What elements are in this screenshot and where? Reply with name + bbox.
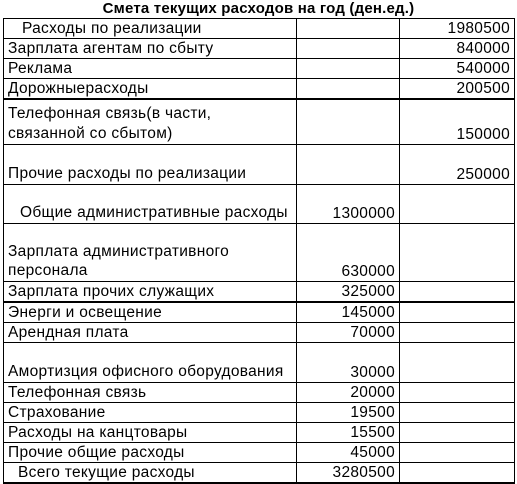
cell-col2[interactable]: 30000 — [297, 342, 400, 382]
cell-col2[interactable]: 630000 — [297, 223, 400, 281]
cell-col3[interactable] — [400, 422, 515, 442]
cell-col2[interactable] — [297, 99, 400, 144]
cell-col3[interactable]: 1980500 — [400, 19, 515, 39]
table-row — [4, 184, 515, 223]
row-label[interactable]: Телефонная связь — [4, 382, 297, 402]
cell-col3[interactable] — [400, 342, 515, 382]
expense-table — [3, 18, 515, 484]
table-row — [4, 144, 515, 184]
cell-col2[interactable]: 19500 — [297, 402, 400, 422]
cell-col2[interactable]: 1300000 — [297, 184, 400, 223]
cell-col3[interactable] — [400, 223, 515, 281]
table-row — [4, 342, 515, 382]
cell-col2[interactable] — [297, 144, 400, 184]
cell-col2[interactable]: 325000 — [297, 281, 400, 302]
cell-col3[interactable]: 250000 — [400, 144, 515, 184]
cell-col2[interactable] — [297, 39, 400, 59]
row-label[interactable]: Всего текущие расходы — [4, 462, 297, 483]
cell-col2[interactable] — [297, 59, 400, 79]
table-row — [4, 322, 515, 342]
sheet-title: Смета текущих расходов на год (ден.ед.) — [102, 0, 415, 17]
row-label[interactable]: Телефонная связь(в части, связанной со сбытом) — [4, 99, 297, 144]
table-row — [4, 382, 515, 402]
table-row — [4, 59, 515, 79]
table-row — [4, 99, 515, 144]
cell-col3[interactable] — [400, 382, 515, 402]
cell-col2[interactable]: 70000 — [297, 322, 400, 342]
row-label[interactable]: Реклама — [4, 59, 297, 79]
row-label[interactable]: Зарплата агентам по сбыту — [4, 39, 297, 59]
cell-col3[interactable] — [400, 442, 515, 462]
cell-col3[interactable] — [400, 462, 515, 483]
row-label[interactable]: Расходы по реализации — [4, 19, 297, 39]
table-row — [4, 281, 515, 302]
cell-col2[interactable] — [297, 79, 400, 100]
row-label[interactable]: Амортизция офисного оборудования — [4, 342, 297, 382]
table-row — [4, 302, 515, 323]
table-row — [4, 462, 515, 483]
cell-col3[interactable] — [400, 302, 515, 323]
cell-col3[interactable] — [400, 322, 515, 342]
cell-col2[interactable]: 3280500 — [297, 462, 400, 483]
row-label[interactable]: Расходы на канцтовары — [4, 422, 297, 442]
cell-col3[interactable]: 150000 — [400, 99, 515, 144]
row-label[interactable]: Прочие расходы по реализации — [4, 144, 297, 184]
table-row — [4, 223, 515, 281]
cell-col3[interactable] — [400, 402, 515, 422]
row-label[interactable]: Арендная плата — [4, 322, 297, 342]
table-row — [4, 19, 515, 39]
table-row — [4, 442, 515, 462]
cell-col3[interactable]: 200500 — [400, 79, 515, 100]
row-label[interactable]: Общие административные расходы — [4, 184, 297, 223]
table-row — [4, 39, 515, 59]
cell-col2[interactable]: 20000 — [297, 382, 400, 402]
cell-col3[interactable] — [400, 281, 515, 302]
row-label[interactable]: Дорожныерасходы — [4, 79, 297, 100]
row-label[interactable]: Зарплата административного персонала — [4, 223, 297, 281]
cell-col3[interactable]: 840000 — [400, 39, 515, 59]
table-row — [4, 402, 515, 422]
cell-col3[interactable] — [400, 184, 515, 223]
cell-col2[interactable]: 15500 — [297, 422, 400, 442]
row-label[interactable]: Зарплата прочих служащих — [4, 281, 297, 302]
table-row — [4, 422, 515, 442]
row-label[interactable]: Страхование — [4, 402, 297, 422]
table-row — [4, 79, 515, 100]
cell-col2[interactable]: 45000 — [297, 442, 400, 462]
row-label[interactable]: Прочие общие расходы — [4, 442, 297, 462]
row-label[interactable]: Энерги и освещение — [4, 302, 297, 323]
cell-col2[interactable]: 145000 — [297, 302, 400, 323]
cell-col3[interactable]: 540000 — [400, 59, 515, 79]
cell-col2[interactable] — [297, 19, 400, 39]
